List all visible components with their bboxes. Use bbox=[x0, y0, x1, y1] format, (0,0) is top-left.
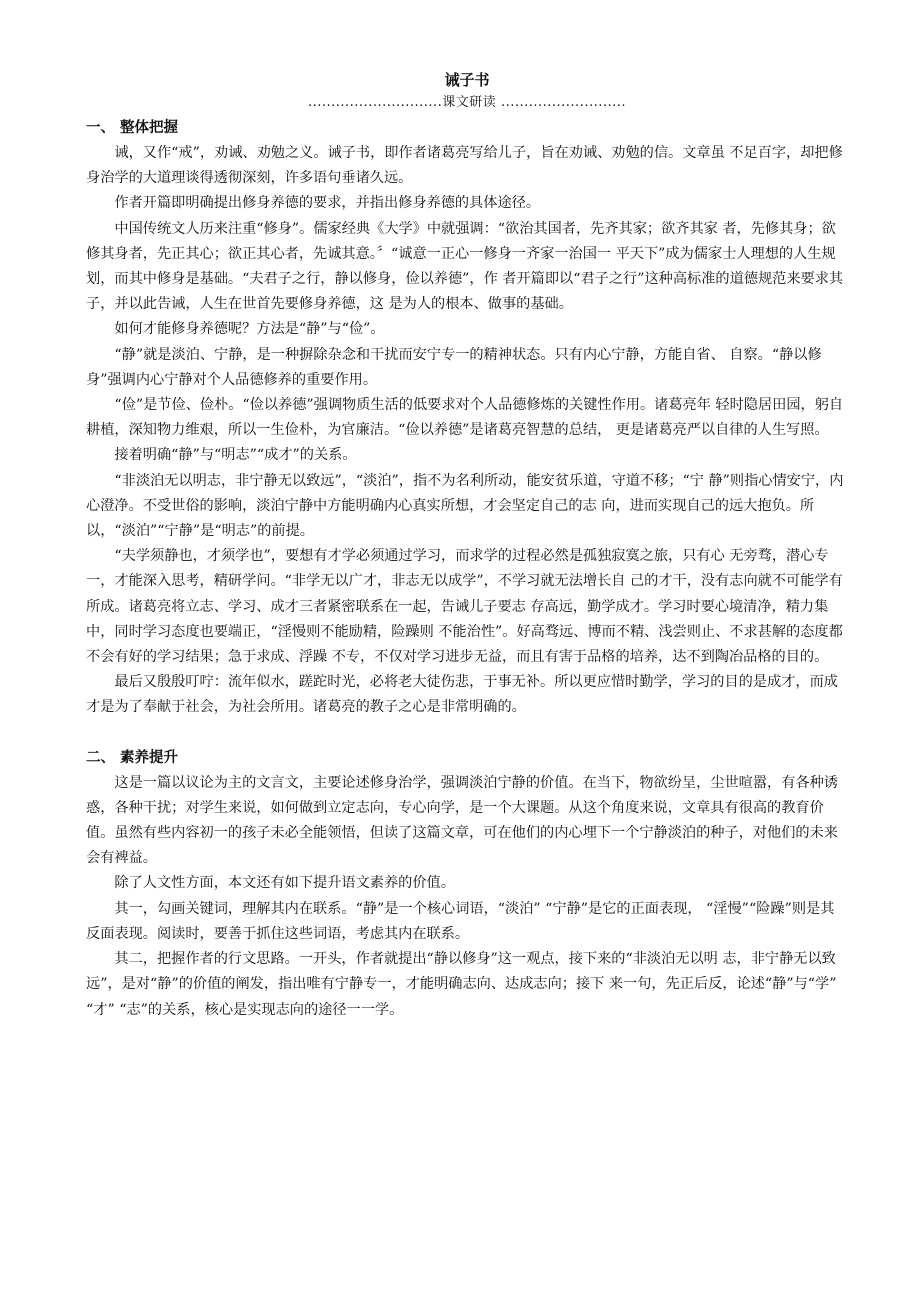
section-heading: 一、 整体把握 bbox=[86, 120, 179, 136]
document-subtitle: .............................课文研读 ........................... bbox=[307, 95, 627, 110]
paragraph: “俭”是节俭、俭朴。“俭以养德”强调物质生活的低要求对个人品德修炼的关键性作用。诸葛亮年 轻时隐居田园，躬自耕植，深知物力维艰，所以一生俭朴，为官廉洁。“俭以养德”是诸葛亮智慧的总结， 更是诸葛亮严以自律的人生写照。 bbox=[86, 397, 844, 439]
paragraph: 最后又殷殷叮咛：流年似水，蹉跎时光，必将老大徒伤悲，于事无补。所以更应惜时勤学，学习的目的是成才，而成才是为了奉献于社会，为社会所用。诸葛亮的教子之心是非常明确的。 bbox=[86, 674, 838, 716]
section-spacer bbox=[86, 721, 848, 746]
section-overall-grasp bbox=[86, 116, 848, 721]
paragraph: 诫，又作“戒”，劝诫、劝勉之义。诫子书，即作者诸葛亮写给儿子，旨在劝诫、劝勉的信。文章虽 不足百字，却把修身治学的大道理谈得透彻深刻，许多语句垂诸久远。 bbox=[86, 145, 843, 187]
paragraph: 其一，勾画关键词，理解其内在联系。“静”是一个核心词语，“淡泊” “宁静”是它的正面表现， “淫慢”“险躁”则是其反面表现。阅读时，要善于抓住这些词语，考虑其内在联系。 bbox=[86, 900, 835, 942]
section-heading: 二、 素养提升 bbox=[86, 749, 179, 766]
paragraph: 接着明确“静”与“明志”“成才”的关系。 bbox=[114, 447, 357, 464]
paragraph: 如何才能修身养德呢？方法是“静”与“俭”。 bbox=[114, 321, 385, 338]
paragraph: 其二，把握作者的行文思路。一开头，作者就提出“静以修身”这一观点，接下来的“非淡泊无以明 志，非宁静无以致远”，是对“静”的价值的阐发，指出唯有宁静专一，才能明确志向、达成志向；接下 来一句，先正后反，论述“静”与“学” “才” “志”的关系，核心是实现志向的途径一一学。 bbox=[86, 951, 837, 1018]
paragraph: “非淡泊无以明志，非宁静无以致远”，“淡泊”，指不为名利所动，能安贫乐道，守道不移；“宁 静”则指心情安宁，内心澄净。不受世俗的影响，淡泊宁静中方能明确内心真实所想，才会坚定自己的志 向，进而实现自己的远大抱负。所以，“淡泊”“宁静”是“明志”的前提。 bbox=[86, 472, 844, 540]
document-title: 诫子书 bbox=[444, 71, 490, 89]
paragraph: “静”就是淡泊、宁静，是一种摒除杂念和干扰而安宁专一的精神状态。只有内心宁静，方能自省、 自察。“静以修身”强调内心宁静对个人品德修养的重要作用。 bbox=[86, 346, 822, 388]
paragraph: 除了人文性方面，本文还有如下提升语文素养的价值。 bbox=[114, 875, 455, 892]
paragraph: 这是一篇以议论为主的文言文，主要论述修身治学，强调淡泊宁静的价值。在当下，物欲纷呈，尘世喧嚣，有各种诱惑，各种干扰；对学生来说，如何做到立定志向，专心向学，是一个大课题。从这个角度来说，文章具有很高的教育价值。虽然有些内容初一的孩子未必全能领悟，但读了这篇文章，可在他们的内心埋下一个宁静淡泊的种子，对他们的未来会有裨益。 bbox=[86, 774, 838, 867]
paragraph: 作者开篇即明确提出修身养德的要求，并指出修身养德的具体途径。 bbox=[114, 195, 541, 212]
document-page bbox=[86, 70, 848, 1023]
section-literacy-improvement bbox=[86, 746, 848, 1023]
paragraph: “夫学须静也，才须学也”，要想有才学必须通过学习，而求学的过程必然是孤独寂寞之旅，只有心 无旁骛，潜心专一，才能深入思考，精研学问。“非学无以广才，非志无以成学”，不学习就无法增长自 己的才干，没有志向就不可能学有所成。诸葛亮将立志、学习、成才三者紧密联系在一起，告诫儿子要志 存高远，勤学成才。学习时要心境清净，精力集中，同时学习态度也要端正，“淫慢则不能励精，险躁则 不能治性”。好高骛远、博而不精、浅尝则止、不求甚解的态度都不会有好的学习结果；急于求成、浮躁 不专，不仅对学习进步无益，而且有害于品格的培养，达不到陶冶品格的目的。 bbox=[86, 548, 843, 666]
paragraph: 中国传统文人历来注重“修身”。儒家经典《大学》中就强调：“欲治其国者，先齐其家；欲齐其家 者，先修其身；欲修其身者，先正其心；欲正其心者，先诚其意。〞“诚意一正心一修身一齐家一治国一 平天下”成为儒家士人理想的人生规划，而其中修身是基础。“夫君子之行，静以修身，俭以养德”，作 者开篇即以“君子之行”这种高标准的道德规范来要求其子，并以此告诫，人生在世首先要修身养德，这 是为人的根本、做事的基础。 bbox=[86, 220, 844, 313]
